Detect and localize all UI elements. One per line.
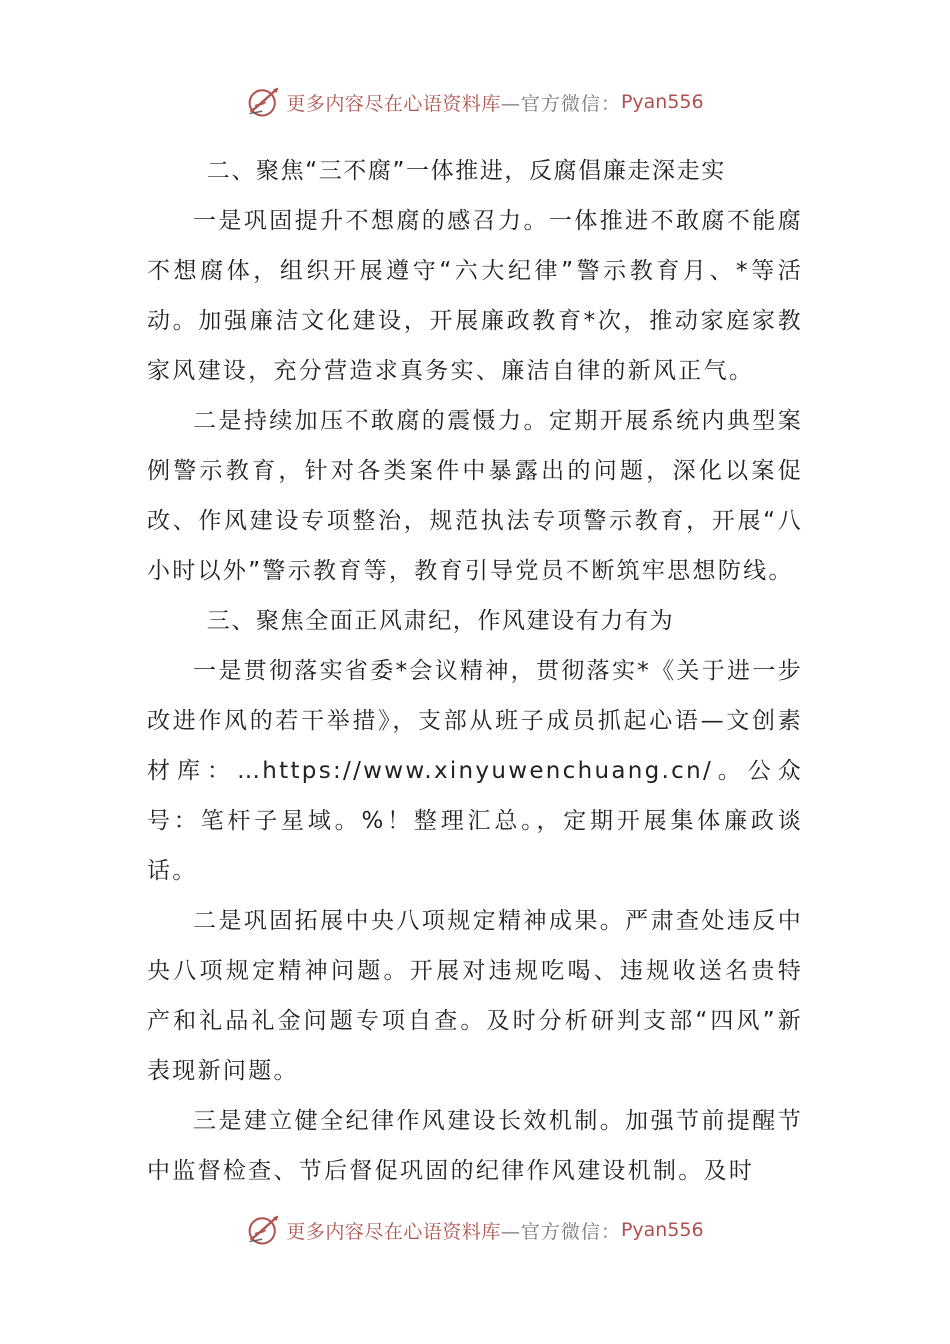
watermark-wechat-id: Pyan556 bbox=[620, 91, 704, 113]
watermark-main-text: 更多内容尽在心语资料库 bbox=[286, 1220, 501, 1243]
watermark-banner-top bbox=[0, 82, 950, 122]
document-body bbox=[147, 146, 803, 1196]
pen-logo-icon bbox=[246, 1212, 282, 1248]
body-paragraph: 一是巩固提升不想腐的感召力。一体推进不敢腐不能腐不想腐体，组织开展遵守“六大纪律”警示教育月、*等活动。加强廉洁文化建设，开展廉政教育*次，推动家庭家教家风建设，充分营造求真务实、廉洁自律的新风正气。 bbox=[147, 208, 803, 384]
body-paragraph: 二是巩固拓展中央八项规定精神成果。严肃查处违反中央八项规定精神问题。开展对违规吃喝、违规收送名贵特产和礼品礼金问题专项自查。及时分析研判支部“四风”新表现新问题。 bbox=[147, 908, 803, 1084]
body-paragraph: 二是持续加压不敢腐的震慑力。定期开展系统内典型案例警示教育，针对各类案件中暴露出的问题，深化以案促改、作风建设专项整治，规范执法专项警示教育，开展“八小时以外”警示教育等，教育引导党员不断筑牢思想防线。 bbox=[147, 408, 803, 584]
watermark-sub-text: —官方微信： bbox=[500, 1220, 621, 1243]
section-heading: 三、聚焦全面正风肃纪，作风建设有力有为 bbox=[206, 608, 675, 634]
watermark-wechat-id: Pyan556 bbox=[620, 1219, 704, 1241]
watermark-sub-text: —官方微信： bbox=[500, 92, 621, 115]
body-paragraph: 一是贯彻落实省委*会议精神，贯彻落实*《关于进一步改进作风的若干举措》，支部从班子成员抓起心语—文创素材库：…https://www.xinyuwenchuang.cn/。公众号：笔杆子星域。%！整理汇总。，定期开展集体廉政谈话。 bbox=[147, 658, 803, 884]
watermark-banner-bottom bbox=[0, 1210, 950, 1250]
pen-logo-icon bbox=[246, 84, 282, 120]
section-heading: 二、聚焦“三不腐”一体推进，反腐倡廉走深走实 bbox=[206, 158, 726, 184]
watermark-main-text: 更多内容尽在心语资料库 bbox=[286, 92, 501, 115]
body-paragraph: 三是建立健全纪律作风建设长效机制。加强节前提醒节中监督检查、节后督促巩固的纪律作风建设机制。及时 bbox=[147, 1108, 803, 1184]
